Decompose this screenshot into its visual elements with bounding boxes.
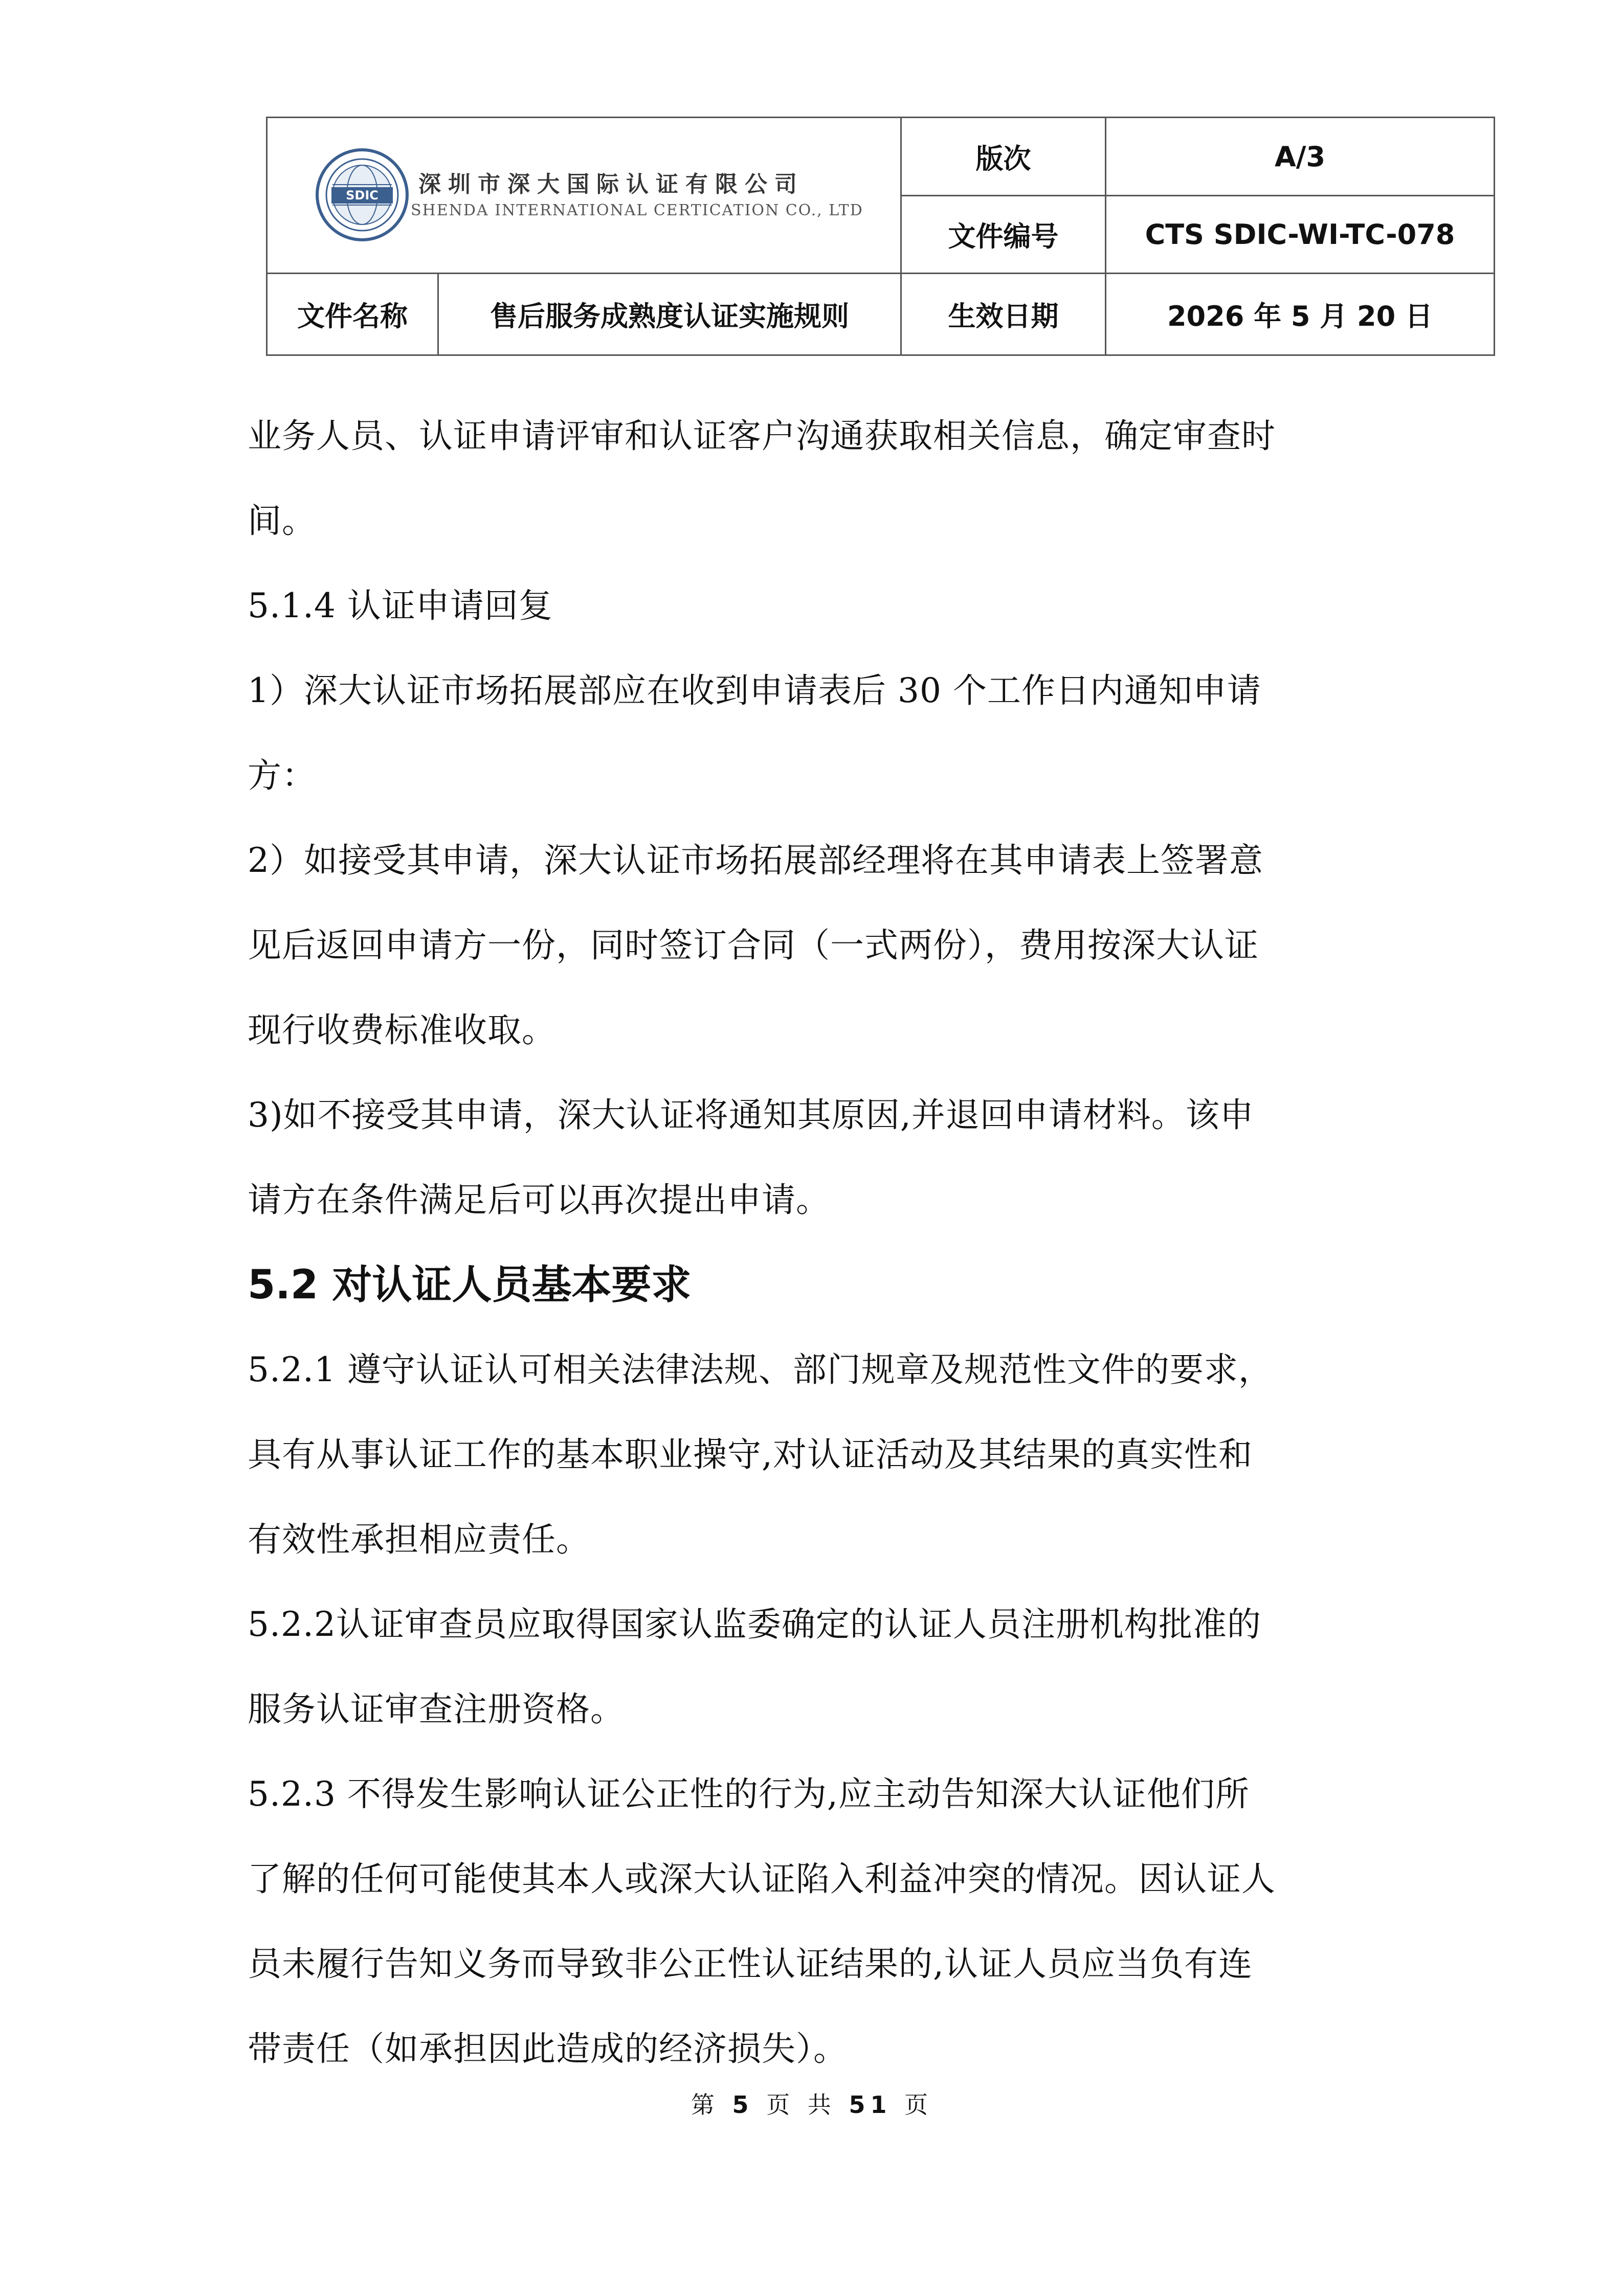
document-body <box>248 394 1404 2091</box>
footer-prefix: 第 <box>691 2091 720 2119</box>
logo-text: SDIC <box>346 188 379 202</box>
section-heading: 5.2 对认证人员基本要求 <box>248 1262 692 1308</box>
body-line: 员未履行告知义务而导致非公正性认证结果的,认证人员应当负有连 <box>248 1944 1253 1984</box>
body-line: 间。 <box>248 501 316 541</box>
page-total: 51 <box>849 2091 892 2119</box>
company-logo <box>314 146 927 249</box>
body-line: 带责任（如承担因此造成的经济损失）。 <box>248 2029 848 2068</box>
body-line: 3)如不接受其申请，深大认证将通知其原因,并退回申请材料。该申 <box>248 1095 1254 1135</box>
document-header-table <box>266 117 1495 356</box>
doc-name-value: 售后服务成熟度认证实施规则 <box>438 274 901 355</box>
body-line: 了解的任何可能使其本人或深大认证陷入利益冲突的情况。因认证人 <box>248 1859 1276 1899</box>
company-name-cn: 深圳市深大国际认证有限公司 <box>418 171 804 197</box>
body-line: 5.2.3 不得发生影响认证公正性的行为,应主动告知深大认证他们所 <box>248 1774 1250 1814</box>
body-line: 请方在条件满足后可以再次提出申请。 <box>248 1180 830 1220</box>
doc-no-label: 文件编号 <box>901 196 1106 274</box>
effective-date-value: 2026 年 5 月 20 日 <box>1106 274 1495 355</box>
body-line: 方： <box>248 756 316 795</box>
body-line: 5.1.4 认证申请回复 <box>248 586 553 625</box>
effective-date-label: 生效日期 <box>901 274 1106 355</box>
footer-mid: 页 共 <box>766 2091 836 2119</box>
body-line: 1）深大认证市场拓展部应在收到申请表后 30 个工作日内通知申请 <box>248 671 1261 710</box>
body-line: 2）如接受其申请，深大认证市场拓展部经理将在其申请表上签署意 <box>248 841 1263 880</box>
version-value: A/3 <box>1106 118 1495 196</box>
body-line: 见后返回申请方一份，同时签订合同（一式两份），费用按深大认证 <box>248 926 1259 965</box>
version-label: 版次 <box>901 118 1106 196</box>
body-line: 具有从事认证工作的基本职业操守,对认证活动及其结果的真实性和 <box>248 1435 1253 1474</box>
doc-no-value: CTS SDIC-WI-TC-078 <box>1106 196 1495 274</box>
body-line: 有效性承担相应责任。 <box>248 1520 590 1559</box>
body-line: 服务认证审查注册资格。 <box>248 1690 625 1729</box>
footer-suffix: 页 <box>904 2091 933 2119</box>
company-name-en: SHENDA INTERNATIONAL CERTICATION CO., LTD <box>411 201 863 219</box>
body-line: 5.2.1 遵守认证认可相关法律法规、部门规章及规范性文件的要求， <box>248 1350 1273 1389</box>
doc-name-label: 文件名称 <box>267 274 438 355</box>
company-logo-cell <box>267 118 901 274</box>
body-line: 现行收费标准收取。 <box>248 1010 556 1050</box>
page-footer <box>0 2086 1624 2120</box>
body-line: 业务人员、认证申请评审和认证客户沟通获取相关信息，确定审查时 <box>248 416 1276 456</box>
page-number: 5 <box>732 2091 754 2119</box>
body-line: 5.2.2认证审查员应取得国家认监委确定的认证人员注册机构批准的 <box>248 1605 1261 1644</box>
sdic-logo-icon <box>314 146 411 243</box>
